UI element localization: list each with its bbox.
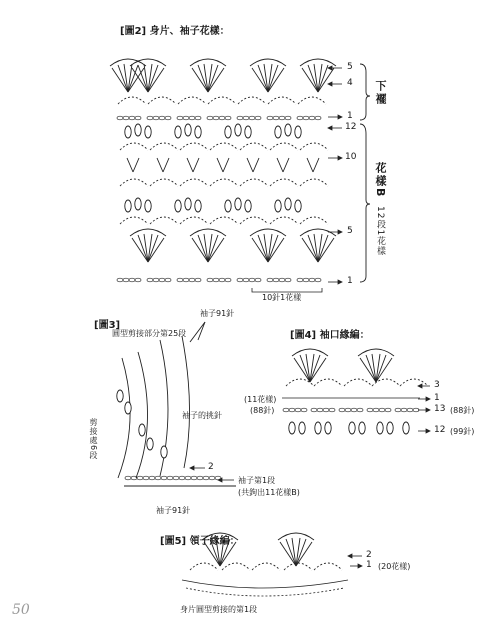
fig5-row-2: 2 <box>366 550 372 560</box>
fig3-sleeve-bottom: 袖子91針 <box>156 506 191 515</box>
fig2-side-label-repeat: 12段1花樣 <box>375 206 385 257</box>
fig2-title: [圖2] 身片、袖子花樣： <box>120 26 230 37</box>
fig4-count-stitches: (88針) <box>250 406 275 415</box>
fig3-sleeve-row1: 袖子第1段 <box>238 476 276 485</box>
fig4-row-12: 12 <box>434 425 446 435</box>
fig3-chart <box>117 322 236 486</box>
fig2-row-5b: 5 <box>347 226 353 236</box>
fig3-pickup-note: 袖子的挑針 <box>182 411 222 420</box>
fig4-count-repeats: (11花樣) <box>244 395 277 404</box>
fig3-title: [圖3] <box>94 320 121 331</box>
fig2-side-label-hem: 下襬 <box>374 80 387 106</box>
fig2-row-1b: 1 <box>347 276 353 286</box>
fig3-sleeve-top: 袖子91針 <box>200 309 235 318</box>
fig5-row-1: 1 <box>366 560 372 570</box>
fig5-title: [圖5] 領子緣編： <box>160 536 240 547</box>
page-number: 50 <box>12 602 30 618</box>
fig2-repeat-note: 10針1花樣 <box>262 293 302 302</box>
fig2-side-label-pattern: 花樣B <box>374 162 387 199</box>
fig2-braces <box>360 64 370 282</box>
fig2-chart <box>110 59 336 292</box>
fig5-row-1-note: (20花樣) <box>378 562 411 571</box>
fig3-join-note: 圓型剪接部分第25段 <box>112 329 187 338</box>
fig4-row-3: 3 <box>434 380 440 390</box>
fig3-side-note: 剪接處6段 <box>89 418 98 461</box>
fig4-row-13-note: (88針) <box>450 406 475 415</box>
fig4-row-12-note: (99針) <box>450 427 475 436</box>
fig4-arrows <box>418 384 430 433</box>
fig2-row-1: 1 <box>347 111 353 121</box>
fig4-row-1: 1 <box>434 393 440 403</box>
fig4-chart <box>282 349 428 434</box>
fig4-title: [圖4] 袖口緣編： <box>290 330 370 341</box>
fig2-row-arrows <box>328 66 342 284</box>
fig5-base-note: 身片圓型剪接的第1段 <box>180 605 258 614</box>
fig3-sleeve-row1-sub: (共鉤出11花樣B) <box>238 488 300 497</box>
fig5-arrows <box>348 554 362 568</box>
fig2-row-4: 4 <box>347 78 353 88</box>
fig4-row-13: 13 <box>434 404 446 414</box>
fig2-row-12: 12 <box>345 122 357 132</box>
fig2-row-5: 5 <box>347 62 353 72</box>
fig2-row-10: 10 <box>345 152 357 162</box>
fig3-row-2: 2 <box>208 462 214 472</box>
